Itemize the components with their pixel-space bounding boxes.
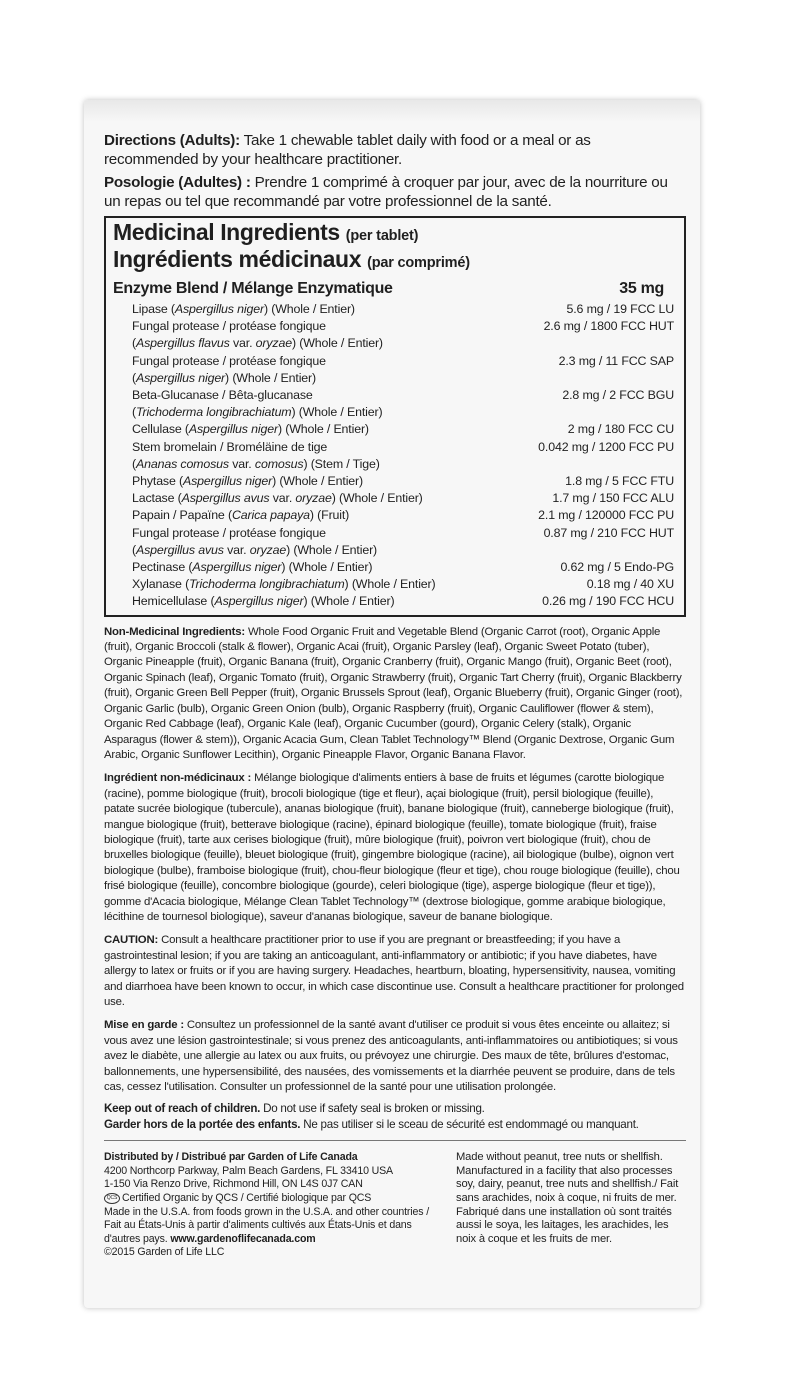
ingredient-text: ) (Whole / Entier) [291, 336, 383, 351]
ingredient-list [113, 301, 676, 611]
ingredient-name [132, 576, 436, 593]
ingredient-species: Aspergillus niger [214, 594, 304, 609]
ingredient-row [132, 490, 676, 507]
ingredient-text: Lactase ( [132, 491, 182, 506]
ingredient-text: ) (Whole / Entier) [291, 405, 383, 420]
footer-section [104, 1140, 686, 1260]
medicinal-title-fr [113, 248, 676, 275]
ingredient-text: Phytase ( [132, 474, 183, 489]
ingredient-amount: 0.042 mg / 1200 FCC PU [538, 439, 674, 454]
ingredient-species: Aspergillus niger [188, 422, 278, 437]
made-in: Made in the U.S.A. from foods grown in the U.S.A. and other countries / Fait au États-Unis à partir d'aliments cultivés aux États-Unis et dans d'autres pays. [104, 1205, 429, 1245]
non-medicinal-en-label: Non-Medicinal Ingredients: [104, 625, 245, 638]
ingredient-row [132, 353, 676, 370]
ingredient-row [132, 404, 676, 421]
ingredient-species: comosus [254, 456, 304, 471]
ingredient-row [132, 473, 676, 490]
ingredient-text: ) (Stem / Tige) [303, 456, 380, 471]
enzyme-blend-amount: 35 mg [619, 280, 664, 297]
directions-fr-label: Posologie (Adultes) : [104, 174, 251, 191]
non-medicinal-en-text: Whole Food Organic Fruit and Vegetable Blend (Organic Carrot (root), Organic Apple (fruit), Organic Broccoli (stalk & flower), Organic Acai (fruit), Organic Parsley (leaf), Organic Sweet Potato (tuber), Organic Pineapple (fruit), Organic Banana (fruit), Organic Cranberry (fruit), Organic Mango (fruit), Organic Beet (root), Organic Spinach (leaf), Organic Tomato (fruit), Organic Strawberry (fruit), Organic Tart Cherry (fruit), Organic Blackberry (fruit), Organic Green Bell Pepper (fruit), Organic Brussels Sprout (leaf), Organic Blueberry (fruit), Organic Ginger (root), Organic Garlic (bulb), Organic Green Onion (bulb), Organic Raspberry (fruit), Organic Cauliflower (flower & stem), Organic Red Cabbage (leaf), Organic Kale (leaf), Organic Cucumber (gourd), Organic Celery (stalk), Organic Asparagus (flower & stem)), Organic Acacia Gum, Clean Tablet Technology™ Blend (Organic Dextrose, Organic Gum Arabic, Organic Sunflower Lecithin), Organic Pineapple Flavor, Organic Banana Flavor. [104, 625, 683, 761]
caution-fr-text: Consultez un professionnel de la santé avant d'utiliser ce produit si vous êtes enceinte ou allaitez; si vous avez une lésion gastrointestinale; si vous prenez des anticoagulants, anti-inflammatoires ou antibiotiques; si vous avez le diabète, une allergie au latex ou aux fruits, ou prévoyez une chirurgie. Des maux de tête, brûlures d'estomac, ballonnements, une hypersensibilité, des nausées, des vomissements et la diarrhée peuvent se produire, dans de tels cas, cessez l'utilisation. Consulter un professionnel de la santé pour une utilisation prolongée. [104, 1019, 678, 1094]
non-medicinal-en [104, 625, 686, 764]
ingredient-text: ) (Whole / Entier) [225, 370, 316, 385]
ingredient-name [132, 318, 326, 335]
qcs-logo-icon: QCS [104, 1193, 120, 1204]
ingredient-amount: 0.26 mg / 190 FCC HCU [542, 594, 674, 609]
ingredient-species: Aspergillus niger [174, 302, 264, 316]
ingredient-species: Aspergillus niger [183, 474, 273, 489]
ingredient-text: Fungal protease / protéase fongique [132, 353, 326, 368]
ingredient-text: var. [229, 336, 256, 351]
ingredient-name [132, 507, 349, 524]
distributor-address-us: 4200 Northcorp Parkway, Palm Beach Gardens, FL 33410 USA [104, 1164, 393, 1177]
ingredient-name [132, 473, 363, 490]
directions-en [104, 132, 686, 169]
ingredient-text: var. [228, 456, 255, 471]
keep-en-text: Do not use if safety seal is broken or missing. [263, 1102, 485, 1116]
ingredient-text: Fungal protease / protéase fongique [132, 525, 326, 540]
ingredient-species: Trichoderma longibrachiatum [189, 577, 345, 592]
ingredient-row [132, 456, 676, 473]
ingredient-amount: 0.62 mg / 5 Endo-PG [560, 560, 674, 575]
ingredient-text: Lipase ( [132, 302, 175, 316]
ingredient-species: Aspergillus niger [192, 560, 282, 575]
ingredient-text: ( [132, 405, 136, 420]
allergen-statement: Made without peanut, tree nuts or shellfish. Manufactured in a facility that also processes soy, dairy, peanut, tree nuts and shellfish./ Fait sans arachides, noix à coque, ni fruits de mer. Fabriqué dans une installation où sont traités aussi le soya, les laitages, les arachides, les noix à coque et les fruits de mer. [456, 1151, 679, 1245]
directions-en-text: Take 1 chewable tablet daily with food or a meal or as recommended by your healthcare practitioner. [104, 132, 591, 168]
ingredient-amount: 2 mg / 180 FCC CU [567, 422, 674, 437]
medicinal-title-fr-text: Ingrédients médicinaux [113, 246, 362, 272]
ingredient-row [132, 370, 676, 387]
keep-en-label: Keep out of reach of children. [104, 1102, 261, 1116]
ingredient-row [132, 542, 676, 559]
ingredient-text: Papain / Papaïne ( [132, 508, 232, 523]
ingredient-text: Hemicellulase ( [132, 594, 215, 609]
ingredient-row [132, 439, 676, 456]
label-panel [84, 100, 700, 1308]
medicinal-title-en-text: Medicinal Ingredients [113, 219, 340, 245]
non-medicinal-fr-label: Ingrédient non-médicinaux : [104, 772, 252, 785]
ingredient-name [132, 353, 326, 370]
certified-organic: Certified Organic by QCS / Certifié biologique par QCS [122, 1192, 372, 1205]
ingredient-text: ) (Whole / Entier) [303, 594, 395, 609]
ingredient-species: oryzae [255, 336, 292, 351]
enzyme-blend-row [113, 280, 676, 298]
caution-en-label: CAUTION: [104, 934, 159, 947]
ingredient-name [132, 525, 326, 542]
ingredient-species: Aspergillus avus [181, 491, 270, 506]
ingredient-row [132, 318, 676, 335]
ingredient-row [132, 421, 676, 438]
ingredient-text: Cellulase ( [132, 422, 189, 437]
ingredient-name [132, 456, 380, 473]
keep-out-of-reach [104, 1101, 686, 1132]
ingredient-name [132, 439, 327, 456]
ingredient-amount: 2.6 mg / 1800 FCC HUT [543, 319, 674, 334]
non-medicinal-fr [104, 771, 686, 925]
caution-fr [104, 1018, 686, 1095]
medicinal-title-en [113, 221, 676, 248]
ingredient-amount: 5.6 mg / 19 FCC LU [566, 302, 674, 316]
ingredient-text: ( [132, 370, 136, 385]
ingredient-text: var. [223, 542, 250, 557]
keep-fr [104, 1117, 686, 1132]
ingredient-name [132, 542, 377, 559]
ingredient-text: Pectinase ( [132, 560, 193, 575]
distributor-label: Distributed by / Distribué par Garden of Life Canada [104, 1151, 358, 1164]
ingredient-row [132, 559, 676, 576]
ingredient-row [132, 387, 676, 404]
caution-fr-label: Mise en garde : [104, 1019, 184, 1032]
ingredient-name [132, 370, 316, 387]
ingredient-row [132, 525, 676, 542]
ingredient-amount: 1.7 mg / 150 FCC ALU [552, 491, 674, 506]
copyright: ©2015 Garden of Life LLC [104, 1246, 225, 1259]
ingredient-species: oryzae [249, 542, 287, 557]
caution-en-text: Consult a healthcare practitioner prior to use if you are pregnant or breastfeeding; if you have a gastrointestinal lesion; if you are taking an anticoagulant, anti-inflammatory or antibiotic; if you have diabetes, have allergy to latex or fruits or if you are having surgery. Headaches, heartburn, bloating, hypersensitivity, nausea, vomiting and diarrhoea have been known to occur, in which case discontinue use. Consult a healthcare practitioner for prolonged use. [104, 934, 684, 1008]
keep-fr-text: Ne pas utiliser si le sceau de sécurité est endommagé ou manquant. [303, 1117, 639, 1131]
label-content [104, 132, 686, 1260]
ingredient-name [132, 404, 382, 421]
ingredient-species: Carica papaya [231, 508, 310, 523]
ingredient-text: Stem bromelain / Broméläine de tige [132, 439, 328, 454]
ingredient-text: var. [269, 491, 296, 506]
ingredient-amount: 0.18 mg / 40 XU [586, 577, 674, 592]
ingredient-amount: 0.87 mg / 210 FCC HUT [543, 525, 674, 540]
ingredient-text: ) (Whole / Entier) [277, 422, 369, 437]
ingredient-text: ) (Whole / Entier) [263, 302, 355, 316]
ingredient-text: ) (Fruit) [309, 508, 350, 523]
keep-en [104, 1101, 686, 1116]
ingredient-row [132, 593, 676, 610]
caution-en [104, 933, 686, 1010]
ingredient-row [132, 576, 676, 593]
enzyme-blend-name: Enzyme Blend / Mélange Enzymatique [113, 280, 393, 297]
ingredient-text: ) (Whole / Entier) [344, 577, 436, 592]
ingredient-name [132, 387, 313, 404]
ingredient-name [132, 593, 394, 610]
non-medicinal-fr-text: Mélange biologique d'aliments entiers à base de fruits et légumes (carotte biologique (racine), pomme biologique (fruit), brocoli biologique (tige et fleur), açai biologique (fruit), persil biologique (feuille), patate sucrée biologique (tubercule), ananas biologique (fruit), banane biologique (fruit), canneberge biologique (fruit), mangue biologique (fruit), betterave biologique (racine), épinard biologique (feuille), tomate biologique (fruit), fraise biologique (fruit), tarte aux cerises biologique (fruit), mûre biologique (fruit), poivron vert biologique (fruit), chou de bruxelles biologique (feuille), bleuet biologique (fruit), gingembre biologique (racine), ail biologique (bulbe), oignon vert biologique (bulbe), framboise biologique (fruit), chou-fleur biologique (fleur et tige), chou rouge biologique (feuille), chou frisé biologique (feuille), concombre biologique (gourde), celeri biologique (tige), asperge biologique (fleur et tige)), gomme d'Acacia biologique, Mélange Clean Tablet Technology™ (dextrose biologique, gomme arabique biologique, lécithine de tournesol biologique), saveur d'ananas biologique, saveur de banane biologique. [104, 772, 680, 923]
ingredient-text: ( [132, 336, 136, 351]
distributor-address-ca: 1-150 Via Renzo Drive, Richmond Hill, ON L4S 0J7 CAN [104, 1178, 363, 1191]
ingredient-text: ) (Whole / Entier) [272, 474, 364, 489]
ingredient-name [132, 301, 355, 318]
medicinal-ingredients-box [104, 216, 686, 617]
ingredient-text: Xylanase ( [132, 577, 190, 592]
ingredient-name [132, 490, 423, 507]
ingredient-species: Ananas comosus [135, 456, 229, 471]
ingredient-name [132, 335, 383, 352]
ingredient-species: Aspergillus flavus [135, 336, 230, 351]
ingredient-text: ( [132, 542, 136, 557]
ingredient-row [132, 335, 676, 352]
ingredient-name [132, 421, 369, 438]
ingredient-amount: 1.8 mg / 5 FCC FTU [565, 474, 674, 489]
ingredient-text: Fungal protease / protéase fongique [132, 319, 326, 334]
ingredient-row [132, 301, 676, 318]
ingredient-text: ) (Whole / Entier) [331, 491, 423, 506]
medicinal-title-fr-sub: (par comprimé) [367, 255, 470, 271]
ingredient-species: Aspergillus avus [135, 542, 224, 557]
ingredient-species: Aspergillus niger [135, 370, 226, 385]
ingredient-amount: 2.8 mg / 2 FCC BGU [562, 388, 674, 403]
directions-en-label: Directions (Adults): [104, 132, 240, 149]
ingredient-text: ) (Whole / Entier) [281, 560, 373, 575]
ingredient-text: ) (Whole / Entier) [286, 542, 378, 557]
medicinal-title-en-sub: (per tablet) [345, 228, 419, 244]
ingredient-text: Beta-Glucanase / Bêta-glucanase [132, 388, 313, 403]
ingredient-text: ( [132, 456, 136, 471]
ingredient-amount: 2.3 mg / 11 FCC SAP [558, 353, 674, 368]
directions-fr-text: Prendre 1 comprimé à croquer par jour, avec de la nourriture ou un repas ou tel que recommandé par votre professionnel de la santé. [104, 174, 668, 210]
ingredient-species: oryzae [295, 491, 332, 506]
ingredient-amount: 2.1 mg / 120000 FCC PU [538, 508, 674, 523]
ingredient-species: Trichoderma longibrachiatum [135, 405, 292, 420]
website: www.gardenoflifecanada.com [170, 1232, 316, 1245]
distributor-info [104, 1151, 429, 1260]
ingredient-name [132, 559, 372, 576]
ingredient-row [132, 507, 676, 524]
keep-fr-label: Garder hors de la portée des enfants. [104, 1117, 301, 1131]
directions-fr [104, 174, 686, 211]
